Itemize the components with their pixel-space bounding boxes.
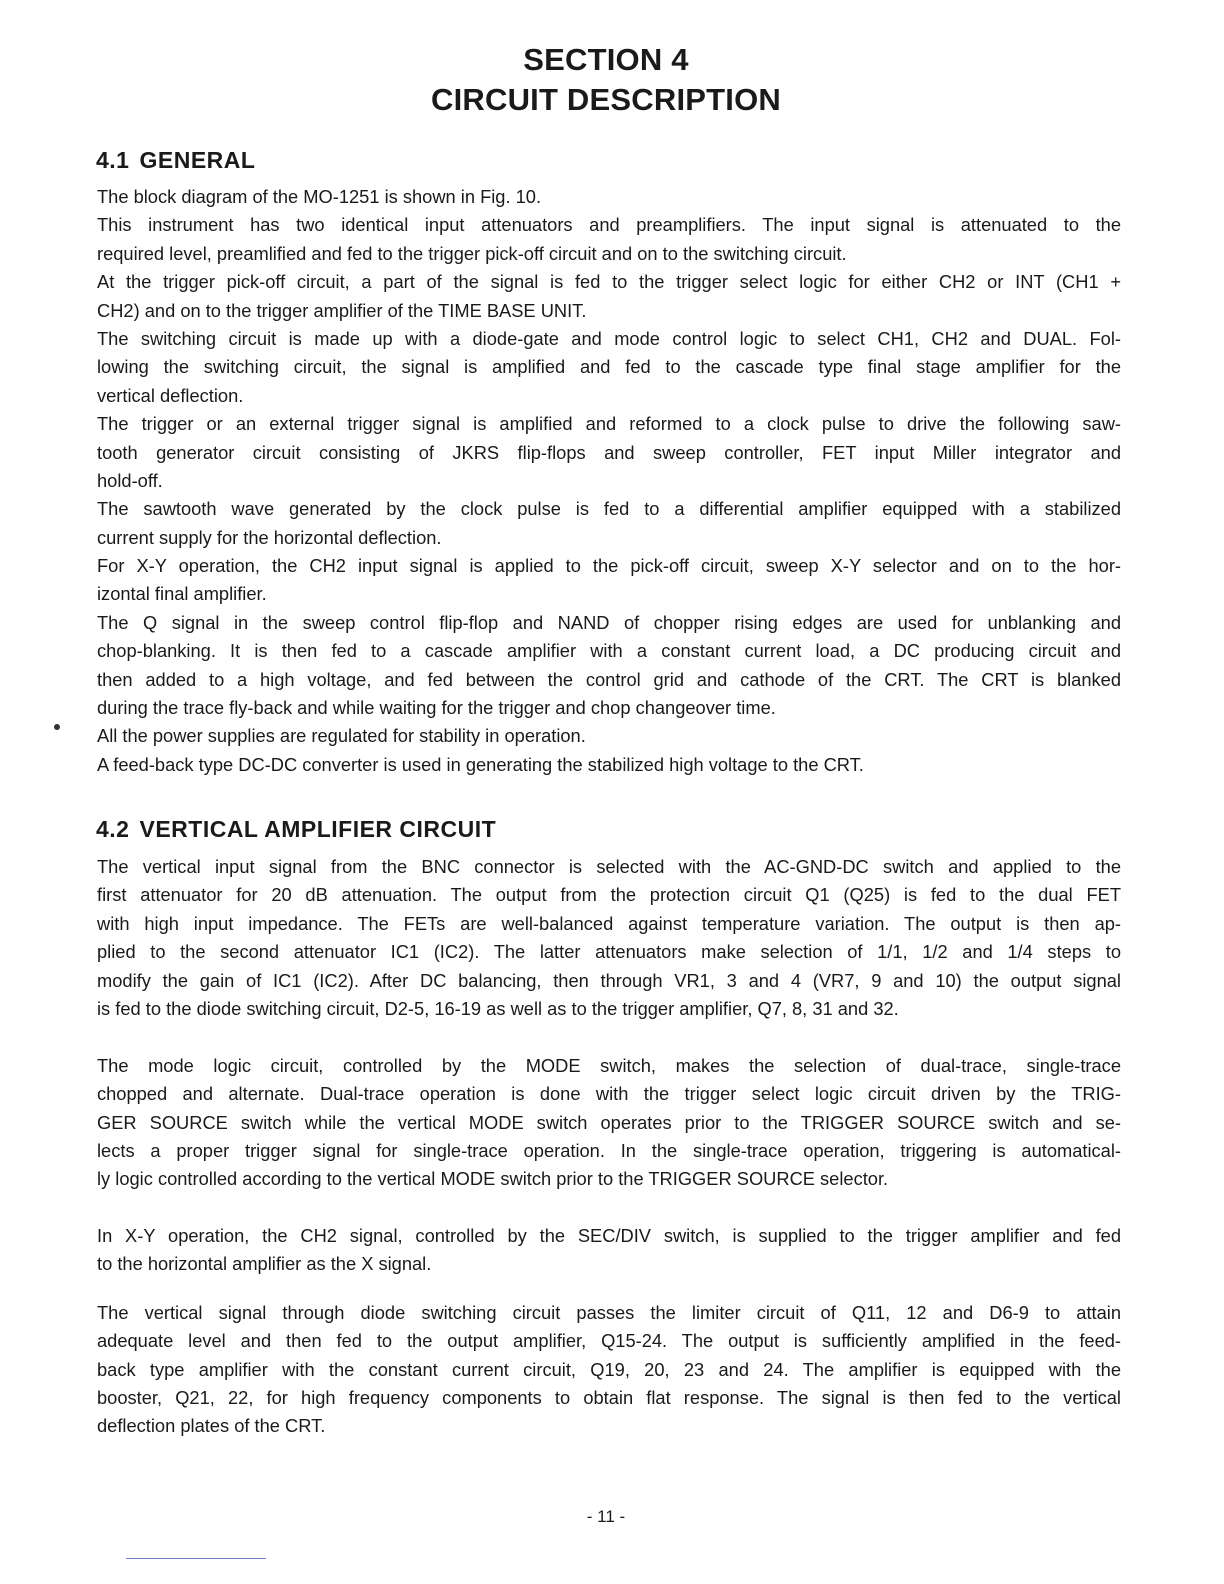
page-number: - 11 -	[586, 1507, 626, 1526]
text-line: This instrument has two identical input attenuators and preamplifiers. The input signal is attenuated to the	[97, 214, 1121, 236]
text-line: hold-off.	[97, 469, 163, 491]
text-line: with high input impedance. The FETs are well-balanced against temperature variation. The output is then ap-	[97, 912, 1121, 934]
text-line: In X-Y operation, the CH2 signal, controlled by the SEC/DIV switch, is supplied to the trigger amplifier and fed	[97, 1225, 1121, 1247]
text-line: The trigger or an external trigger signal is amplified and reformed to a clock pulse to drive the following saw-	[97, 413, 1121, 435]
text-line: current supply for the horizontal deflection.	[97, 526, 442, 548]
text-line: The switching circuit is made up with a diode-gate and mode control logic to select CH1, CH2 and DUAL. Fol-	[97, 327, 1121, 349]
text-line: chopped and alternate. Dual-trace operation is done with the trigger select logic circuit driven by the TRIG-	[97, 1083, 1121, 1105]
text-line: during the trace fly-back and while waiting for the trigger and chop changeover time.	[97, 697, 776, 719]
text-line: is fed to the diode switching circuit, D2-5, 16-19 as well as to the trigger amplifier, Q7, 8, 31 and 32.	[97, 997, 899, 1019]
text-line: ly logic controlled according to the vertical MODE switch prior to the TRIGGER SOURCE selector.	[97, 1168, 889, 1190]
text-line: All the power supplies are regulated for stability in operation.	[97, 725, 586, 747]
heading-number: 4.1	[96, 147, 130, 173]
text-line: The block diagram of the MO-1251 is shown in Fig. 10.	[97, 186, 542, 207]
text-line: booster, Q21, 22, for high frequency components to obtain flat response. The signal is then fed to the vertical	[97, 1387, 1121, 1409]
paragraph	[97, 1052, 1121, 1194]
text-line: lects a proper trigger signal for single-trace operation. In the single-trace operation, triggering is automatical-	[97, 1139, 1121, 1161]
text-line: first attenuator for 20 dB attenuation. The output from the protection circuit Q1 (Q25) is fed to the dual FET	[97, 884, 1121, 906]
text-line: vertical deflection.	[97, 384, 244, 406]
heading-number: 4.2	[96, 816, 130, 842]
text-line: plied to the second attenuator IC1 (IC2). The latter attenuators make selection of 1/1, 1/2 and 1/4 steps to	[97, 941, 1121, 963]
paragraph	[97, 1222, 1121, 1279]
text-line: CH2) and on to the trigger amplifier of the TIME BASE UNIT.	[97, 299, 587, 321]
section-number: SECTION 4	[523, 42, 689, 77]
text-line: required level, preamlified and fed to the trigger pick-off circuit and on to the switching circuit.	[97, 242, 847, 264]
heading-text: GENERAL	[139, 147, 256, 173]
vertical-body	[97, 853, 1121, 1441]
text-line: The mode logic circuit, controlled by the MODE switch, makes the selection of dual-trace, single-trace	[97, 1054, 1121, 1076]
heading-vertical-amplifier	[96, 814, 496, 844]
text-line: The vertical signal through diode switching circuit passes the limiter circuit of Q11, 12 and D6-9 to attain	[97, 1301, 1121, 1323]
general-body	[97, 183, 1121, 779]
text-line: back type amplifier with the constant current circuit, Q19, 20, 23 and 24. The amplifier is equipped with the	[97, 1358, 1121, 1380]
heading-text: VERTICAL AMPLIFIER CIRCUIT	[139, 816, 497, 842]
text-line: A feed-back type DC-DC converter is used in generating the stabilized high voltage to the CRT.	[97, 753, 864, 775]
text-line: GER SOURCE switch while the vertical MODE switch operates prior to the TRIGGER SOURCE switch and se-	[97, 1111, 1121, 1133]
text-line: For X-Y operation, the CH2 input signal is applied to the pick-off circuit, sweep X-Y selector and on to the hor-	[97, 555, 1121, 577]
text-line: The Q signal in the sweep control flip-flop and NAND of chopper rising edges are used for unblanking and	[97, 611, 1121, 633]
text-line: lowing the switching circuit, the signal is amplified and fed to the cascade type final stage amplifier for the	[97, 356, 1121, 378]
paragraph	[97, 1299, 1121, 1441]
bottom-rule	[126, 1558, 266, 1559]
text-line: The sawtooth wave generated by the clock pulse is fed to a differential amplifier equipped with a stabilized	[97, 498, 1121, 520]
text-line: izontal final amplifier.	[97, 583, 267, 605]
text-line: At the trigger pick-off circuit, a part of the signal is fed to the trigger select logic for either CH2 or INT (CH1 +	[97, 271, 1121, 293]
text-line: tooth generator circuit consisting of JKRS flip-flops and sweep controller, FET input Miller integrator and	[97, 441, 1121, 463]
text-line: deflection plates of the CRT.	[97, 1415, 326, 1437]
text-line: to the horizontal amplifier as the X signal.	[97, 1253, 432, 1275]
heading-general	[96, 145, 255, 175]
text-line: The vertical input signal from the BNC connector is selected with the AC-GND-DC switch and applied to the	[97, 856, 1121, 877]
text-line: then added to a high voltage, and fed between the control grid and cathode of the CRT. The CRT is blanked	[97, 668, 1121, 690]
paragraph	[97, 853, 1121, 1023]
scan-speck	[54, 724, 60, 730]
section-title	[0, 40, 1212, 120]
text-line: modify the gain of IC1 (IC2). After DC balancing, then through VR1, 3 and 4 (VR7, 9 and 10) the output signal	[97, 969, 1121, 991]
section-name: CIRCUIT DESCRIPTION	[431, 82, 781, 117]
text-line: adequate level and then fed to the output amplifier, Q15-24. The output is sufficiently amplified in the feed-	[97, 1330, 1121, 1352]
text-line: chop-blanking. It is then fed to a cascade amplifier with a constant current load, a DC producing circuit and	[97, 640, 1121, 662]
